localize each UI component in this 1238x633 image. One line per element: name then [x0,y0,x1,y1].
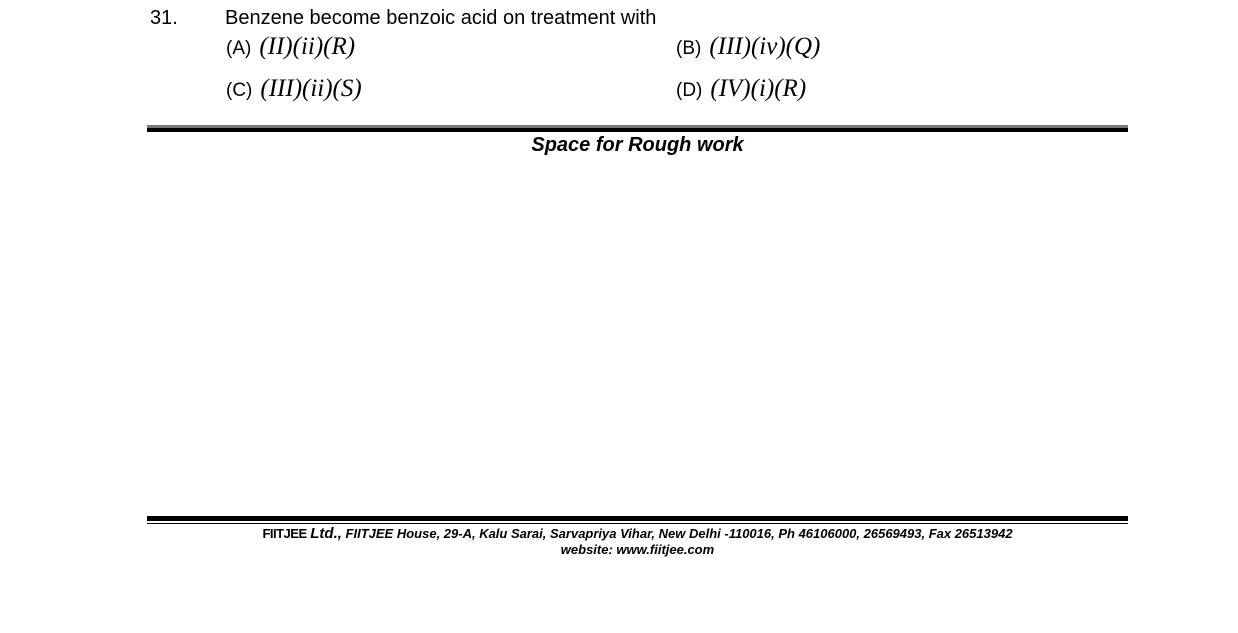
option-a-expression: (II)(ii)(R) [259,33,356,60]
option-d-expression: (IV)(i)(R) [710,75,807,102]
option-c[interactable] [226,75,362,103]
question-number: 31. [150,7,178,29]
question-text: Benzene become benzoic acid on treatment with [225,7,657,29]
footer-divider [147,516,1128,524]
footer-website[interactable]: website: www.fiitjee.com [560,542,715,557]
option-c-label: (C) [226,80,253,101]
option-b-label: (B) [676,38,702,59]
option-c-expression: (III)(ii)(S) [260,75,362,102]
footer-ltd: Ltd., [310,525,342,542]
option-b[interactable] [676,33,820,61]
page-footer [147,526,1053,558]
rough-work-heading: Space for Rough work [531,134,744,156]
option-d[interactable] [676,75,806,103]
option-a-label: (A) [226,38,252,59]
option-d-label: (D) [676,80,703,101]
footer-address: FIITJEE House, 29-A, Kalu Sarai, Sarvapriya Vihar, New Delhi -110016, Ph 46106000, 26569493, Fax 26513942 [345,526,1013,541]
footer-brand: FIITJEE [262,526,307,541]
option-b-expression: (III)(iv)(Q) [709,33,821,60]
option-a[interactable] [226,33,355,61]
